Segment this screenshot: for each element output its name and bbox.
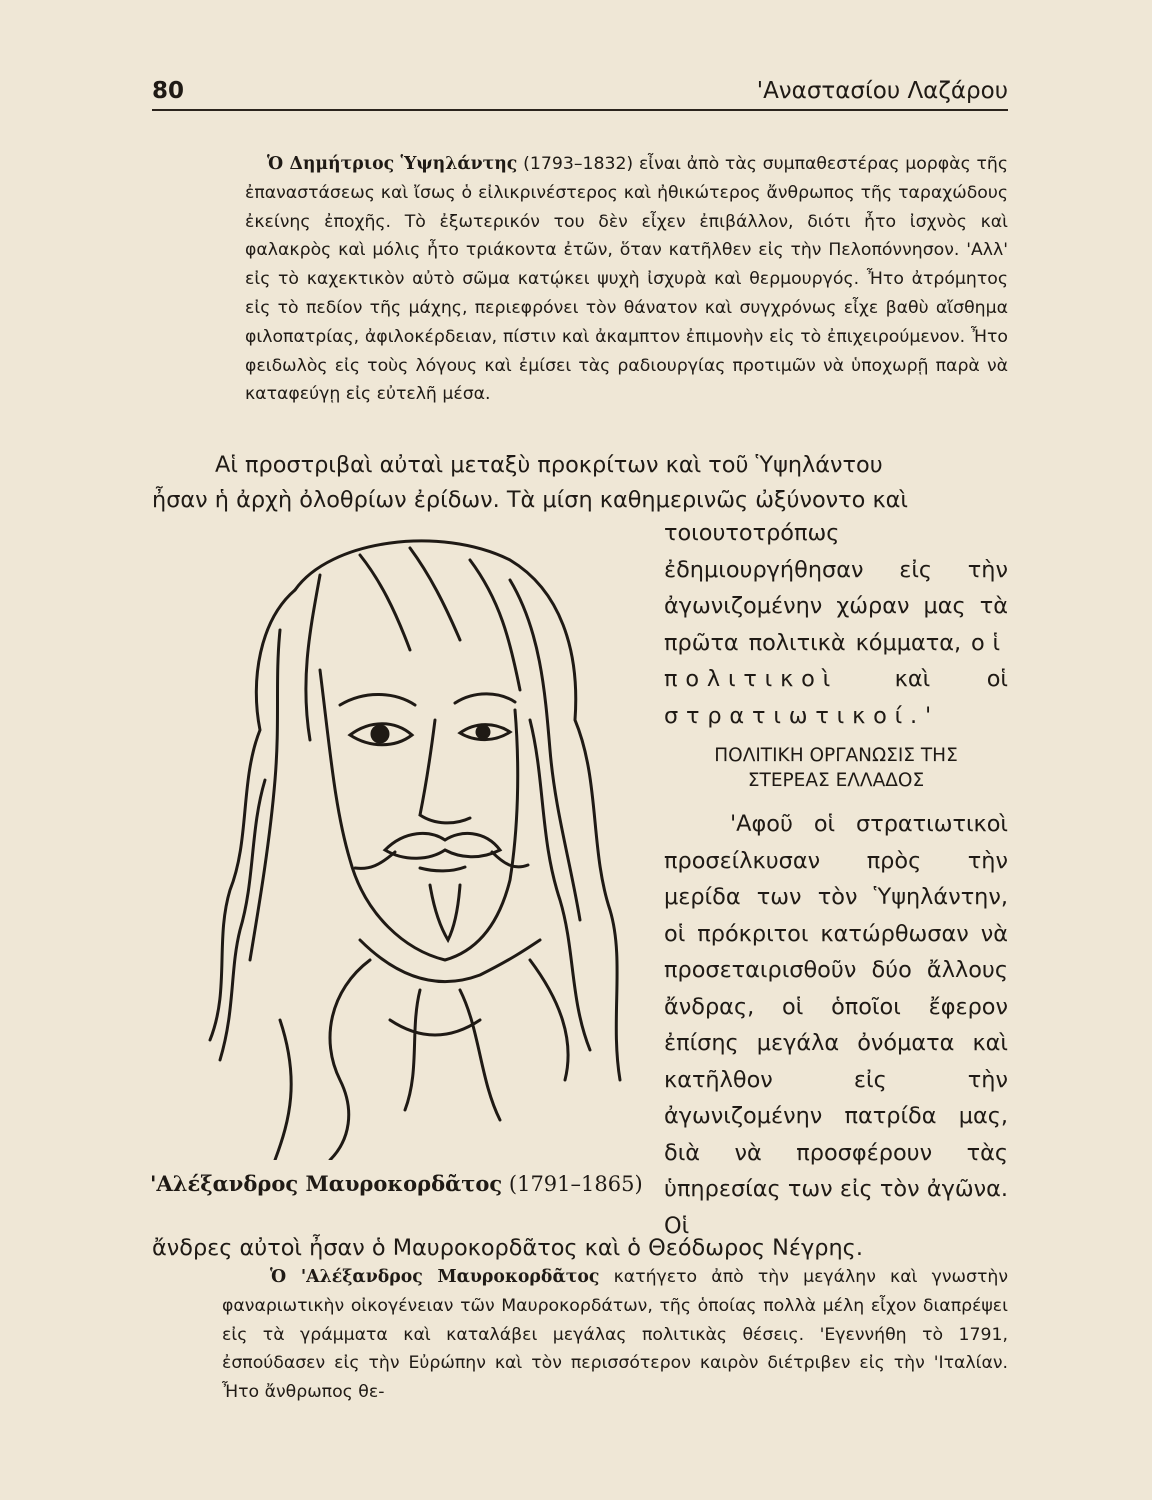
page-header xyxy=(152,78,1008,112)
closing-line: ἄνδρες αὐτοὶ ἦσαν ὁ Μαυροκορδᾶτος καὶ ὁ Θεόδωρος Νέγρης. xyxy=(152,1235,863,1261)
section-heading xyxy=(664,743,1008,793)
ypsilantis-text: (1793–1832) εἶναι ἀπὸ τὰς συμπαθεστέρας μορφὰς τῆς ἐπαναστάσεως καὶ ἴσως ὁ εἰλικρινέστερος καὶ ἠθικώτερος ἄνθρωπος τῆς ταραχώδους ἐκείνης ἐποχῆς. Τὸ ἐξωτερικόν του δὲν εἶχεν ἐπιβάλλον, διότι ἦτο ἰσχνὸς καὶ φαλακρὸς καὶ μόλις ἦτο τριάκοντα ἐτῶν, ὅταν κατῆλθεν εἰς τὴν Πελοπόννησον. 'Αλλ' εἰς τὸ καχεκτικὸν αὐτὸ σῶμα κατῴκει ψυχὴ ἰσχυρὰ καὶ θερμουργός. Ἦτο ἀτρόμητος εἰς τὸ πεδίον τῆς μάχης, περιεφρόνει τὸν θάνατον καὶ συγχρόνως εἶχε βαθὺ αἴσθημα φιλοπατρίας, ἀφιλοκέρδειαν, πίστιν καὶ ἀκαμπτον ἐπιμονὴν εἰς τὸ ἐπιχειρούμενον. Ἦτο φειδωλὸς εἰς τοὺς λόγους καὶ ἐμίσει τὰς ραδιουργίας προτιμῶν νὰ ὑποχωρῇ παρὰ νὰ καταφεύγῃ εἰς εὐτελῆ μέσα. xyxy=(245,154,1008,405)
page-number: 80 xyxy=(152,78,185,104)
portrait-caption xyxy=(150,1170,650,1198)
paragraph-ypsilantis xyxy=(245,150,1008,409)
paragraph-factions-intro xyxy=(152,448,1008,518)
header-rule xyxy=(152,109,1008,111)
parties-text: τοιουτοτρόπως ἐδημιουργήθησαν εἰς τὴν ἀγωνιζομένην χώραν μας τὰ πρῶτα πολιτικὰ κόμματα, xyxy=(664,520,1008,656)
paragraph-mavrokordatos xyxy=(222,1263,1008,1407)
parties-military: στρατιωτικοί.' xyxy=(664,702,940,729)
mavrokordatos-text: κατήγετο ἀπὸ τὴν μεγάλην καὶ γνωστὴν φαναριωτικὴν οἰκογένειαν τῶν Μαυροκορδάτων, τῆς ὁποίας πολλὰ μέλη εἶχον διαπρέψει εἰς τὰ γράμματα καὶ καταλάβει μεγάλας πολιτικὰς θέσεις. 'Εγεννήθη τὸ 1791, ἐσπούδασεν εἰς τὴν Εὐρώπην καὶ τὸν περισσότερον καιρὸν διέτριβεν εἰς τὴν 'Ιταλίαν. Ἦτο ἄνθρωπος θε- xyxy=(222,1267,1008,1403)
column-text-parties xyxy=(664,515,1008,734)
factions-line-2: ἦσαν ἡ ἀρχὴ ὀλοθρίων ἐρίδων. Τὰ μίση καθημερινῶς ὠξύνοντο καὶ xyxy=(152,487,908,513)
portrait-mavrokordatos-illustration xyxy=(180,520,650,1160)
parties-join: καὶ οἱ xyxy=(838,666,1008,692)
caption-dates: (1791–1865) xyxy=(502,1172,643,1196)
section-heading-line-2: ΣΤΕΡΕΑΣ ΕΛΛΑΔΟΣ xyxy=(747,770,925,791)
parties-politicians: οἱ πολιτικοὶ xyxy=(664,629,1008,692)
running-head: 'Αναστασίου Λαζάρου xyxy=(756,78,1008,104)
column-text-organization: 'Αφοῦ οἱ στρατιωτικοὶ προσείλκυσαν πρὸς τὴν μερίδα των τὸν Ὑψηλάντην, οἱ πρόκριτοι κατώρθωσαν νὰ προσεταιρισθοῦν δύο ἄλλους ἄνδρας, οἱ ὁποῖοι ἔφερον ἐπίσης μεγάλα ὀνόματα καὶ κατῆλθον εἰς τὴν ἀγωνιζομένην πατρίδα μας, διὰ νὰ προσφέρουν τὰς ὑπηρεσίας των εἰς τὸν ἀγῶνα. Οἱ xyxy=(664,811,1008,1239)
ypsilantis-name: Ὁ Δημήτριος Ὑψηλάντης xyxy=(267,154,518,174)
section-heading-line-1: ΠΟΛΙΤΙΚΗ ΟΡΓΑΝΩΣΙΣ ΤΗΣ xyxy=(714,745,958,766)
caption-name: 'Αλέξανδρος Μαυροκορδᾶτος xyxy=(150,1171,503,1196)
factions-line-1: Αἱ προστριβαὶ αὐταὶ μεταξὺ προκρίτων καὶ τοῦ Ὑψηλάντου xyxy=(215,452,883,478)
mavrokordatos-name: Ὁ 'Αλέξανδρος Μαυροκορδᾶτος xyxy=(270,1267,600,1287)
